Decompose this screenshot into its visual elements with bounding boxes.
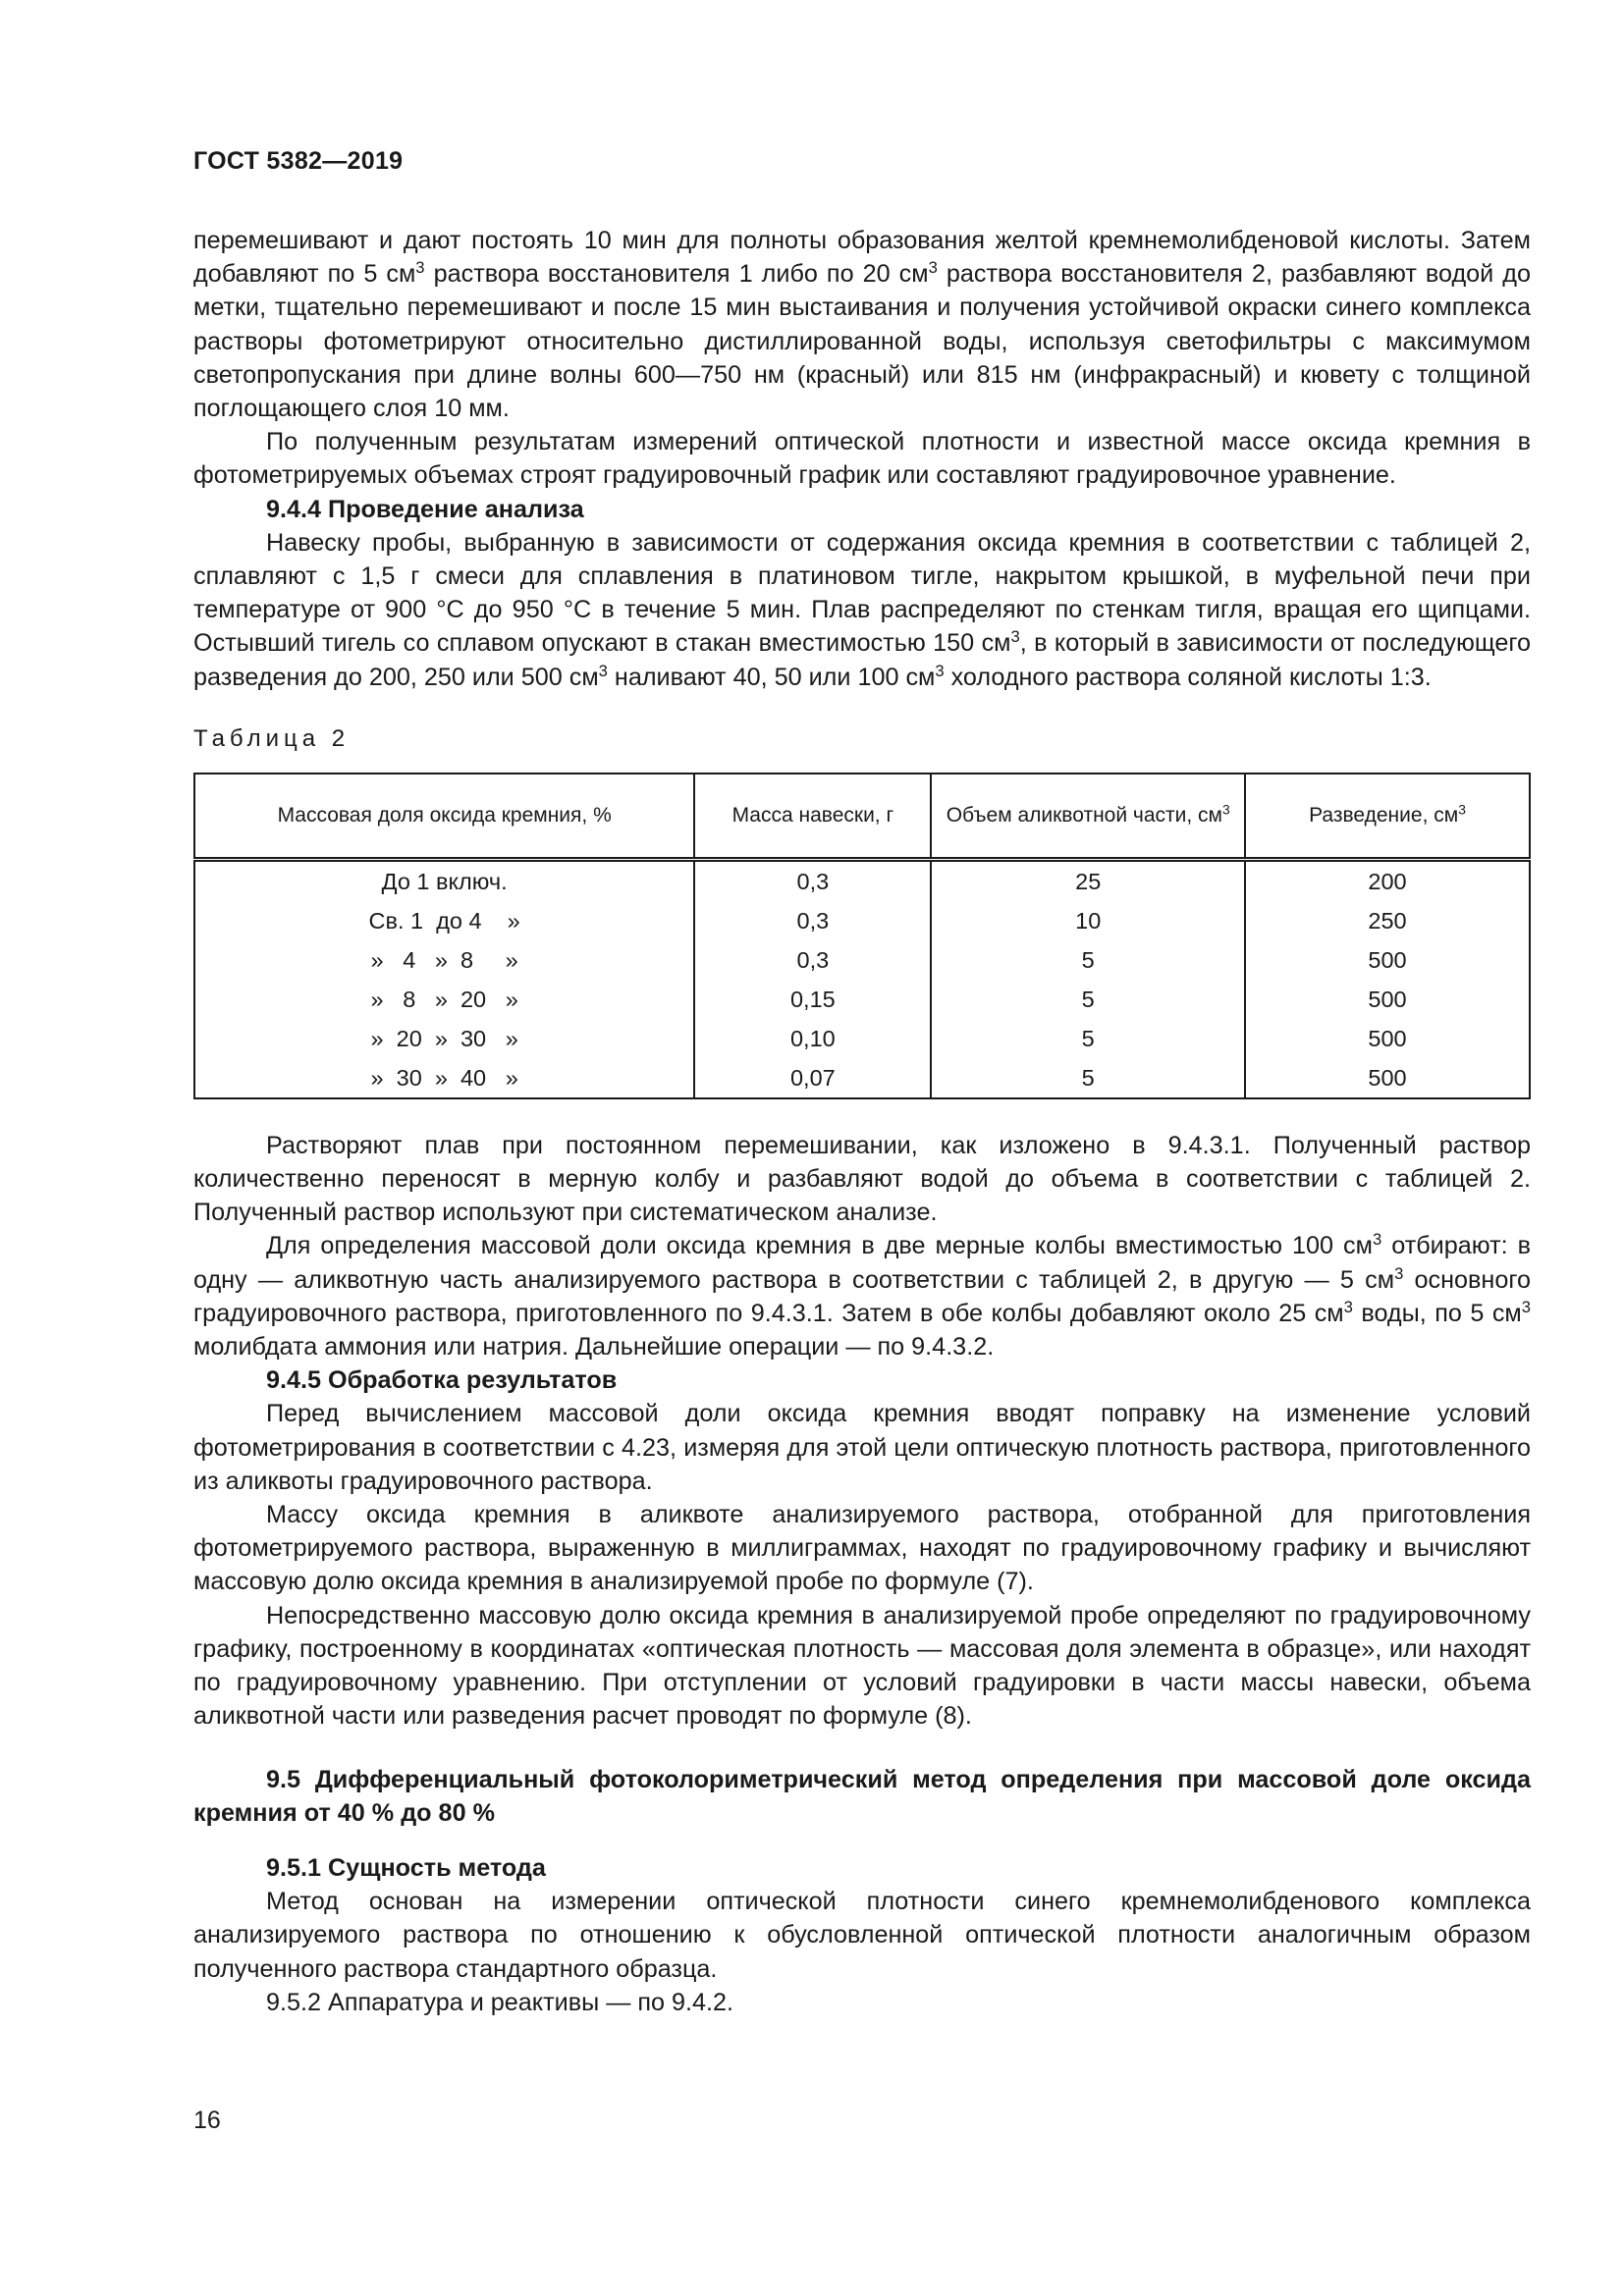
table-row	[194, 901, 1530, 940]
cell-dilution: 500	[1245, 1019, 1530, 1058]
cell-dilution: 500	[1245, 940, 1530, 980]
table-caption: Таблица 2	[193, 724, 351, 752]
cell-range: До 1 включ.	[381, 868, 508, 894]
paragraph-correction: Перед вычислением массовой доли оксида кремния вводят поправку на изменение условий фотометрирования в соответствии с 4.23, измеряя для этой цели оптическую плотность раствора, приготовленного из аликвоты градуировочного раствора.	[193, 1400, 1531, 1495]
cell-range: » 20 » 30 »	[370, 1025, 518, 1051]
section-heading-9-4-5: 9.4.5 Обработка результатов	[266, 1366, 618, 1395]
cell-aliquot: 10	[931, 901, 1245, 940]
paragraph-formula-8: Непосредственно массовую долю оксида кремния в анализируемой пробе определяют по градуировочному графику, построенному в координатах «оптическая плотность — массовая доля элемента в образце», или находят по градуировочному уравнению. При отступлении от условий градуировки в части массы навески, объема аликвотной части или разведения расчет проводят по формуле (8).	[193, 1601, 1531, 1731]
cell-mass: 0,3	[694, 859, 931, 901]
paragraph-method-essence: Метод основан на измерении оптической плотности синего кремнемолибденового комплекса анализируемого раствора по отношению к обусловленной оптической плотности аналогичным образом полученного раствора стандартного образца.	[193, 1888, 1531, 1983]
paragraph-calibration-graph: По полученным результатам измерений оптической плотности и известной массе оксида кремния в фотометрируемых объемах строят градуировочный график или составляют градуировочное уравнение.	[193, 428, 1531, 490]
section-heading-9-4-4: 9.4.4 Проведение анализа	[266, 495, 584, 523]
cell-aliquot: 5	[931, 980, 1245, 1019]
cell-range: » 30 » 40 »	[370, 1064, 518, 1091]
cell-aliquot: 5	[931, 940, 1245, 980]
section-heading-9-5-1: 9.5.1 Сущность метода	[266, 1853, 546, 1882]
paragraph-formula-7: Массу оксида кремния в аликвоте анализируемого раствора, отобранной для приготовления фотометрируемого раствора, выраженную в миллиграммах, находят по градуировочному графику и вычисляют массовую долю оксида кремния в анализируемой пробе по формуле (7).	[193, 1501, 1531, 1596]
section-heading-9-5: 9.5 Дифференциальный фотоколориметрический метод определения при массовой доле оксида кремния от 40 % до 80 %	[193, 1765, 1531, 1827]
header-sample-mass: Масса навески, г	[694, 774, 931, 860]
header-mass-fraction: Массовая доля оксида кремния, %	[194, 774, 694, 860]
table-row	[194, 980, 1530, 1019]
paragraph-dissolve-melt: Растворяют плав при постоянном перемешивании, как изложено в 9.4.3.1. Полученный раствор количественно переносят в мерную колбу и разбавляют водой до объема в соответствии с таблицей 2. Полученный раствор используют при систематическом анализе.	[193, 1131, 1531, 1227]
cell-aliquot: 5	[931, 1058, 1245, 1098]
cell-aliquot: 5	[931, 1019, 1245, 1058]
paragraph-photometry: перемешивают и дают постоять 10 мин для полноты образования желтой кремнемолибденовой кислоты. Затем добавляют по 5 $см^3$ раствора восстановителя 1 либо по 20 $см^3$ раствора восстановителя 2, разбавляют водой до метки, тщательно перемешивают и после 15 мин выстаивания и получения устойчивой окраски синего комплекса растворы фотометрируют относительно дистиллированной воды, используя светофильтры с максимумом светопропускания при длине волны 600—750 нм (красный) или 815 нм (инфракрасный) и кювету с толщиной поглощающего слоя 10 мм.	[193, 227, 1531, 423]
cell-aliquot: 25	[931, 859, 1245, 901]
cell-mass: 0,3	[694, 940, 931, 980]
table-2	[193, 773, 1531, 1099]
paragraph-apparatus: 9.5.2 Аппаратура и реактивы — по 9.4.2.	[266, 1988, 734, 2016]
table-row	[194, 859, 1530, 901]
cell-mass: 0,15	[694, 980, 931, 1019]
table-header-row	[194, 774, 1530, 860]
table-row	[194, 1058, 1530, 1098]
cell-dilution: 200	[1245, 859, 1530, 901]
cell-dilution: 500	[1245, 1058, 1530, 1098]
cell-range: Св. 1 до 4 »	[368, 907, 520, 934]
paragraph-flasks: Для определения массовой доли оксида кремния в две мерные колбы вместимостью 100 $см^3$ отбирают: в одну — аликвотную часть анализируемого раствора в соответствии с таблицей 2, в другую — 5 $см^3$ основного градуировочного раствора, приготовленного по 9.4.3.1. Затем в обе колбы добавляют около 25 $см^3$ воды, по 5 $см^3$ молибдата аммония или натрия. Дальнейшие операции — по 9.4.3.2.	[193, 1230, 1532, 1362]
header-aliquot-volume: Объем аликвотной части, $см^3$	[931, 774, 1245, 860]
table-row	[194, 940, 1530, 980]
page-number: 16	[193, 2107, 221, 2134]
paragraph-analysis-procedure: Навеску пробы, выбранную в зависимости от содержания оксида кремния в соответствии с таблицей 2, сплавляют с 1,5 г смеси для сплавления в платиновом тигле, накрытом крышкой, в муфельной печи при температуре от 900 °С до 950 °С в течение 5 мин. Плав распределяют по стенкам тигля, вращая его щипцами. Остывший тигель со сплавом опускают в стакан вместимостью 150 $см^3$, в который в зависимости от последующего разведения до 200, 250 или 500 $см^3$ наливают 40, 50 или 100 $см^3$ холодного раствора соляной кислоты 1:3.	[193, 528, 1532, 691]
header-dilution: Разведение, $см^3$	[1245, 774, 1530, 860]
document-header: ГОСТ 5382—2019	[193, 147, 404, 175]
document-body	[193, 224, 1531, 2019]
cell-mass: 0,07	[694, 1058, 931, 1098]
cell-range: » 4 » 8 »	[370, 946, 518, 973]
cell-mass: 0,3	[694, 901, 931, 940]
table-row	[194, 1019, 1530, 1058]
cell-dilution: 500	[1245, 980, 1530, 1019]
cell-mass: 0,10	[694, 1019, 931, 1058]
cell-dilution: 250	[1245, 901, 1530, 940]
cell-range: » 8 » 20 »	[370, 986, 518, 1012]
